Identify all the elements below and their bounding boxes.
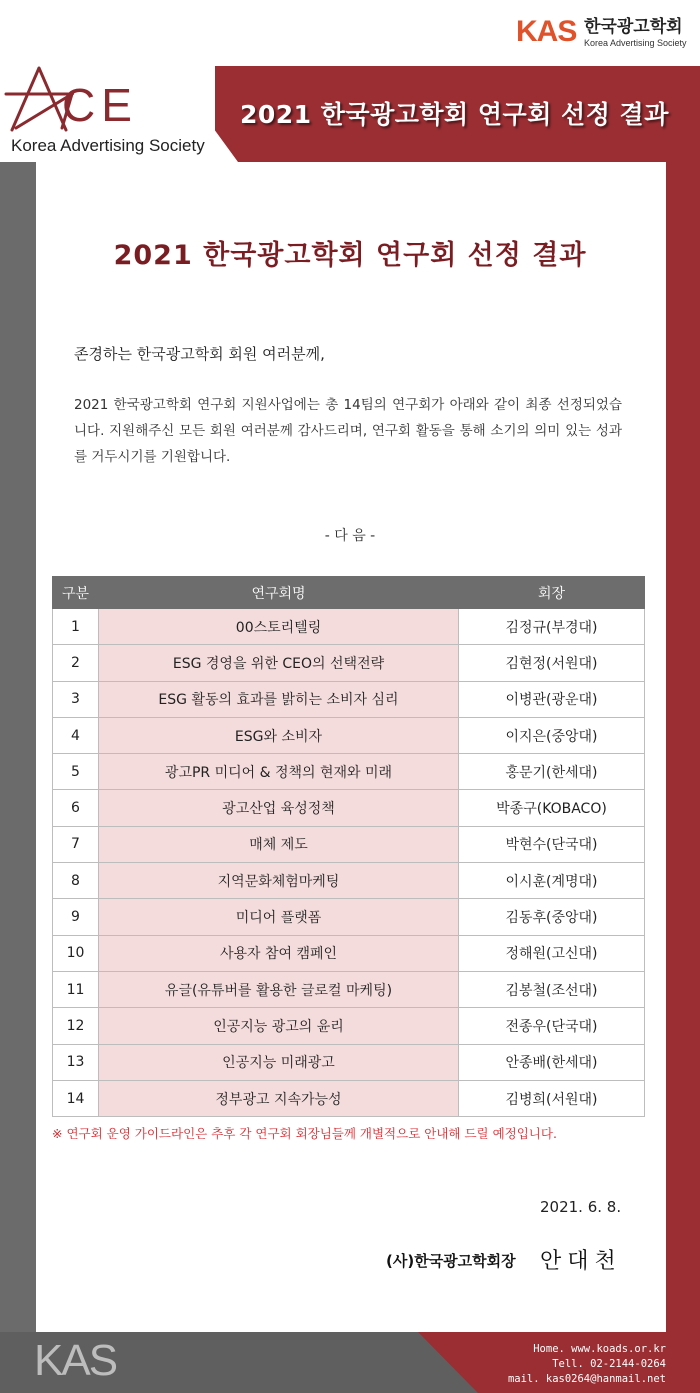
group-name-cell: 00스토리텔링 <box>99 609 459 645</box>
leader-cell: 박현수(단국대) <box>459 826 645 862</box>
signer-name: 안대천 <box>540 1249 622 1274</box>
signer-title: (사)한국광고학회장 <box>386 1252 516 1270</box>
leader-cell: 김봉철(조선대) <box>459 971 645 1007</box>
kas-logo-mark: KAS <box>516 15 577 48</box>
leader-cell: 김동후(중앙대) <box>459 899 645 935</box>
section-divider: - 다 음 - <box>324 528 376 544</box>
leader-cell: 안종배(한세대) <box>459 1044 645 1080</box>
table-row <box>53 681 645 717</box>
leader-cell: 김현정(서원대) <box>459 645 645 681</box>
kas-logo <box>516 16 700 52</box>
group-name-cell: ESG와 소비자 <box>99 717 459 753</box>
research-group-table <box>52 576 645 1117</box>
footer-kas-logo: KAS <box>34 1336 117 1385</box>
table-row <box>53 609 645 645</box>
leader-cell: 이시훈(계명대) <box>459 863 645 899</box>
footer-home-link[interactable]: Home. www.koads.or.kr <box>533 1343 666 1355</box>
table-row <box>53 971 645 1007</box>
document-title: 2021 한국광고학회 연구회 선정 결과 <box>113 240 587 271</box>
table-row <box>53 1044 645 1080</box>
group-name-cell: ESG 활동의 효과를 밝히는 소비자 심리 <box>99 681 459 717</box>
group-name-cell: 광고산업 육성정책 <box>99 790 459 826</box>
row-number-cell: 9 <box>53 899 99 935</box>
ace-logo-mark: CE <box>62 79 138 131</box>
row-number-cell: 1 <box>53 609 99 645</box>
table-row <box>53 1008 645 1044</box>
table-row <box>53 754 645 790</box>
leader-cell: 이지은(중앙대) <box>459 717 645 753</box>
row-number-cell: 7 <box>53 826 99 862</box>
row-number-cell: 4 <box>53 717 99 753</box>
leader-cell: 박종구(KOBACO) <box>459 790 645 826</box>
row-number-cell: 3 <box>53 681 99 717</box>
leader-cell: 김정규(부경대) <box>459 609 645 645</box>
footer-mail-link[interactable]: mail. kas0264@hanmail.net <box>507 1373 666 1385</box>
table-row <box>53 717 645 753</box>
group-name-cell: ESG 경영을 위한 CEO의 선택전략 <box>99 645 459 681</box>
leader-cell: 홍문기(한세대) <box>459 754 645 790</box>
row-number-cell: 5 <box>53 754 99 790</box>
row-number-cell: 6 <box>53 790 99 826</box>
issue-date: 2021. 6. 8. <box>540 1198 622 1216</box>
group-name-cell: 사용자 참여 캠페인 <box>99 935 459 971</box>
leader-cell: 전종우(단국대) <box>459 1008 645 1044</box>
group-name-cell: 인공지능 광고의 윤리 <box>99 1008 459 1044</box>
group-name-cell: 인공지능 미래광고 <box>99 1044 459 1080</box>
leader-cell: 정해원(고신대) <box>459 935 645 971</box>
row-number-cell: 8 <box>53 863 99 899</box>
row-number-cell: 11 <box>53 971 99 1007</box>
greeting: 존경하는 한국광고학회 회원 여러분께, <box>74 345 325 363</box>
table-row <box>53 935 645 971</box>
table-header-row <box>53 577 645 609</box>
column-header-number: 구분 <box>53 577 99 609</box>
body-text: 2021 한국광고학회 연구회 지원사업에는 총 14팀의 연구회가 아래와 같이 최종 선정되었습니다. 지원해주신 모든 회원 여러분께 감사드리며, 연구회 활동을 통해 소기의 의미 있는 성과를 거두시기를 기원합니다. <box>74 397 622 465</box>
row-number-cell: 2 <box>53 645 99 681</box>
table-row <box>53 790 645 826</box>
group-name-cell: 정부광고 지속가능성 <box>99 1080 459 1116</box>
ace-logo <box>0 62 215 162</box>
group-name-cell: 매체 제도 <box>99 826 459 862</box>
table-row <box>53 1080 645 1116</box>
group-name-cell: 지역문화체험마케팅 <box>99 863 459 899</box>
group-name-cell: 광고PR 미디어 & 정책의 현재와 미래 <box>99 754 459 790</box>
guideline-note: ※ 연구회 운영 가이드라인은 추후 각 연구회 회장님들께 개별적으로 안내해 드릴 예정입니다. <box>52 1126 557 1141</box>
table-row <box>53 826 645 862</box>
kas-logo-subtitle: Korea Advertising Society <box>584 38 687 48</box>
group-name-cell: 미디어 플랫폼 <box>99 899 459 935</box>
row-number-cell: 12 <box>53 1008 99 1044</box>
leader-cell: 이병관(광운대) <box>459 681 645 717</box>
row-number-cell: 13 <box>53 1044 99 1080</box>
table-row <box>53 863 645 899</box>
header-title: 2021 한국광고학회 연구회 선정 결과 <box>240 100 669 129</box>
column-header-group-name: 연구회명 <box>99 577 459 609</box>
row-number-cell: 10 <box>53 935 99 971</box>
row-number-cell: 14 <box>53 1080 99 1116</box>
ace-logo-subtitle: Korea Advertising Society <box>11 136 205 155</box>
footer-tel: Tell. 02-2144-0264 <box>552 1358 666 1370</box>
table-row <box>53 899 645 935</box>
kas-logo-name: 한국광고학회 <box>584 17 683 37</box>
leader-cell: 김병희(서원대) <box>459 1080 645 1116</box>
footer-contact <box>508 1342 666 1387</box>
table-row <box>53 645 645 681</box>
group-name-cell: 유글(유튜버를 활용한 글로컬 마케팅) <box>99 971 459 1007</box>
column-header-leader: 회장 <box>459 577 645 609</box>
